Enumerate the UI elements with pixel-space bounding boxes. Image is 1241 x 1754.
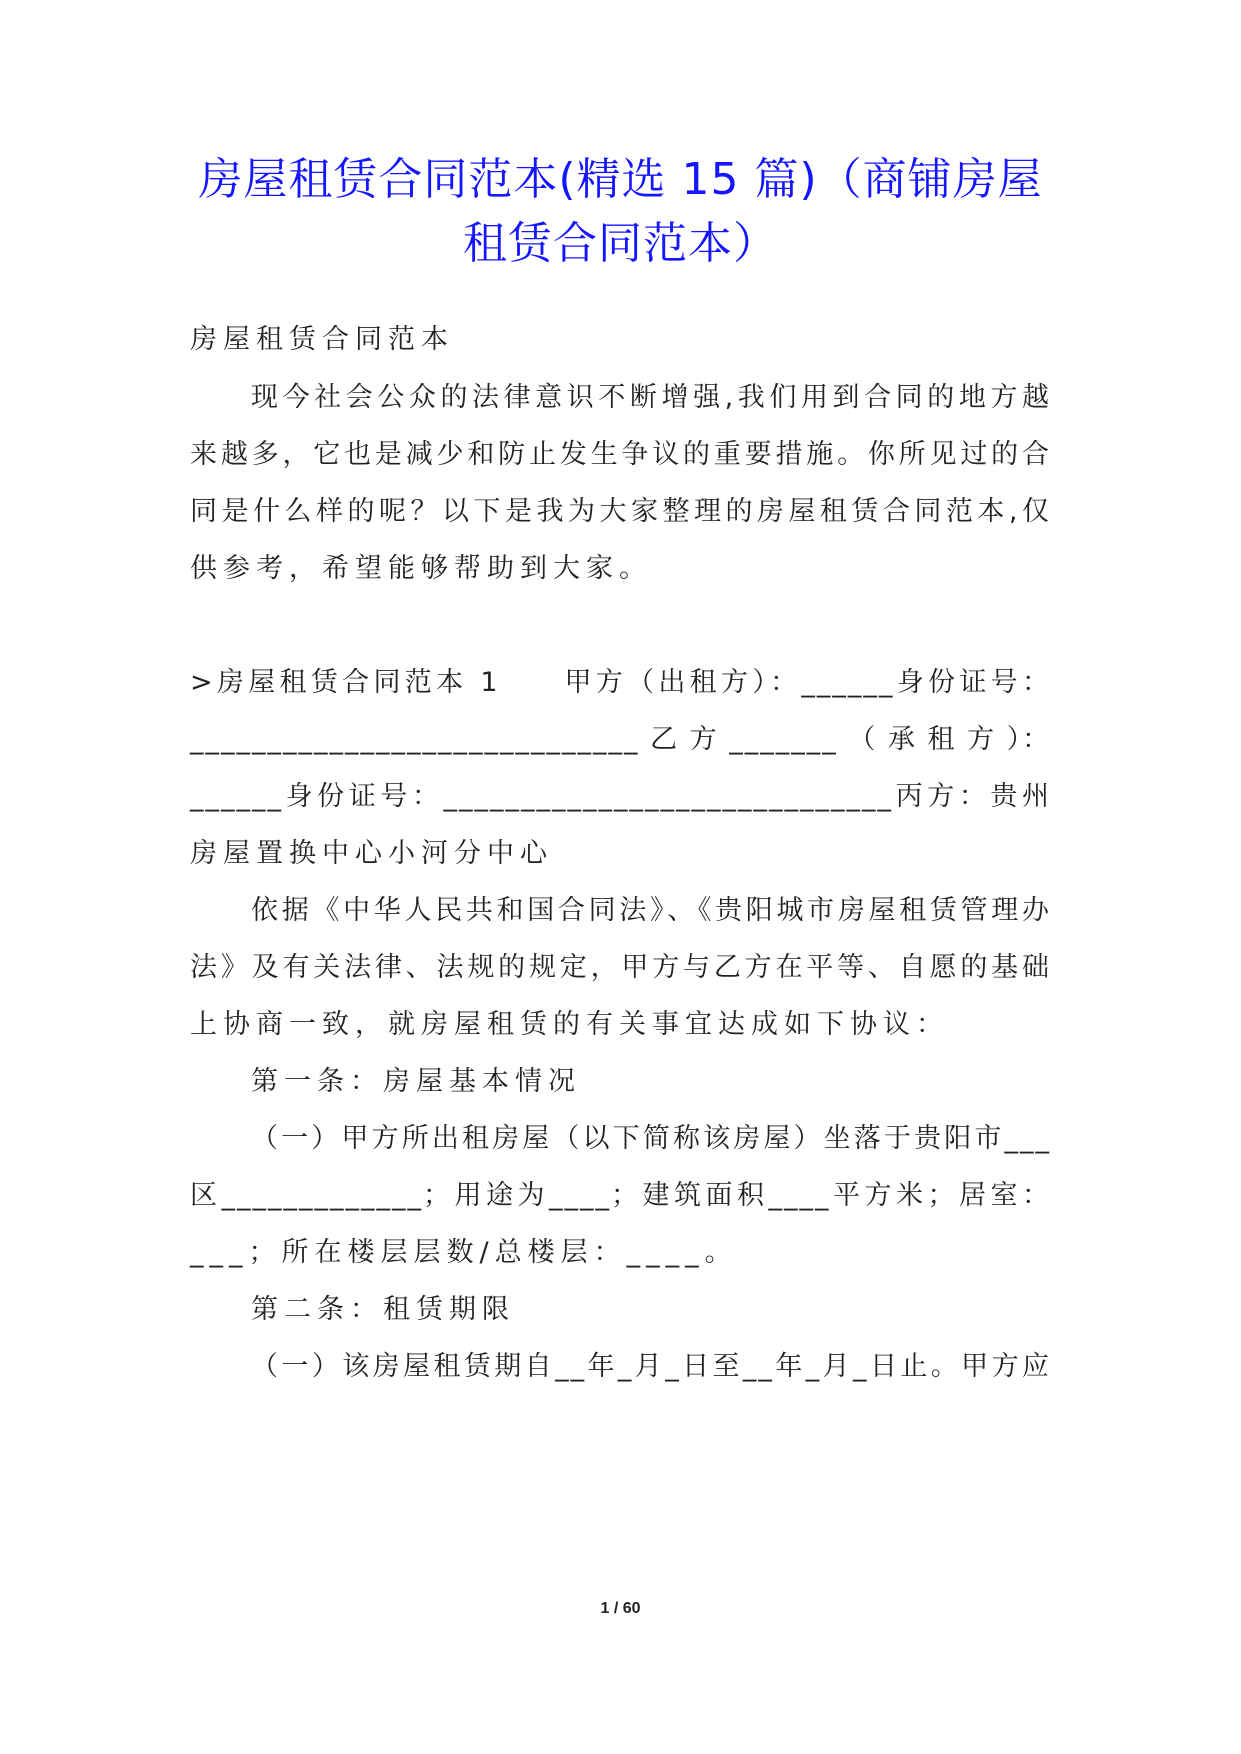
intro-line-4: 供参考，希望能够帮助到大家。 [190,553,652,584]
parties-line-1: >房屋租赁合同范本 1 甲方（出租方）：______身份证号： [190,667,1051,698]
intro-line-3: 同是什么样的呢？以下是我为大家整理的房屋租赁合同范本,仅 [190,496,1051,527]
article-1-line-2: 区_____________；用途为____；建筑面积____平方米；居室： [190,1180,1051,1211]
title-line-2: 租赁合同范本） [463,218,778,269]
intro-line-1: 现今社会公众的法律意识不断增强,我们用到合同的地方越 [251,382,1051,413]
basis-line-2: 法》及有关法律、法规的规定，甲方与乙方在平等、自愿的基础 [190,952,1051,983]
basis-line-1: 依据《中华人民共和国合同法》、《贵阳城市房屋租赁管理办 [251,895,1051,926]
article-1-line-3: ___；所在楼层层数/总楼层：____。 [190,1237,738,1268]
article-2-line-1: （一）该房屋租赁期自__年_月_日至__年_月_日止。甲方应 [251,1351,1051,1382]
parties-line-4: 房屋置换中心小河分中心 [190,838,553,869]
page-number: 1 / 60 [600,1600,641,1617]
article-1-heading: 第一条：房屋基本情况 [251,1066,581,1097]
basis-line-3: 上协商一致，就房屋租赁的有关事宜达成如下协议： [190,1009,949,1040]
article-1-line-1: （一）甲方所出租房屋（以下简称该房屋）坐落于贵阳市___ [251,1123,1051,1154]
intro-line-2: 来越多，它也是减少和防止发生争议的重要措施。你所见过的合 [190,439,1051,470]
parties-line-2: _____________________________ 乙 方 _______ （ 承 租 方 ）： [190,724,1052,755]
document-title [120,148,1121,276]
section-heading: 房屋租赁合同范本 [190,324,454,355]
parties-line-3: ______身份证号：_____________________________丙方：贵州 [190,781,1051,812]
title-line-1: 房屋租赁合同范本(精选 15 篇)（商铺房屋 [198,154,1043,205]
article-2-heading: 第二条：租赁期限 [251,1294,515,1325]
